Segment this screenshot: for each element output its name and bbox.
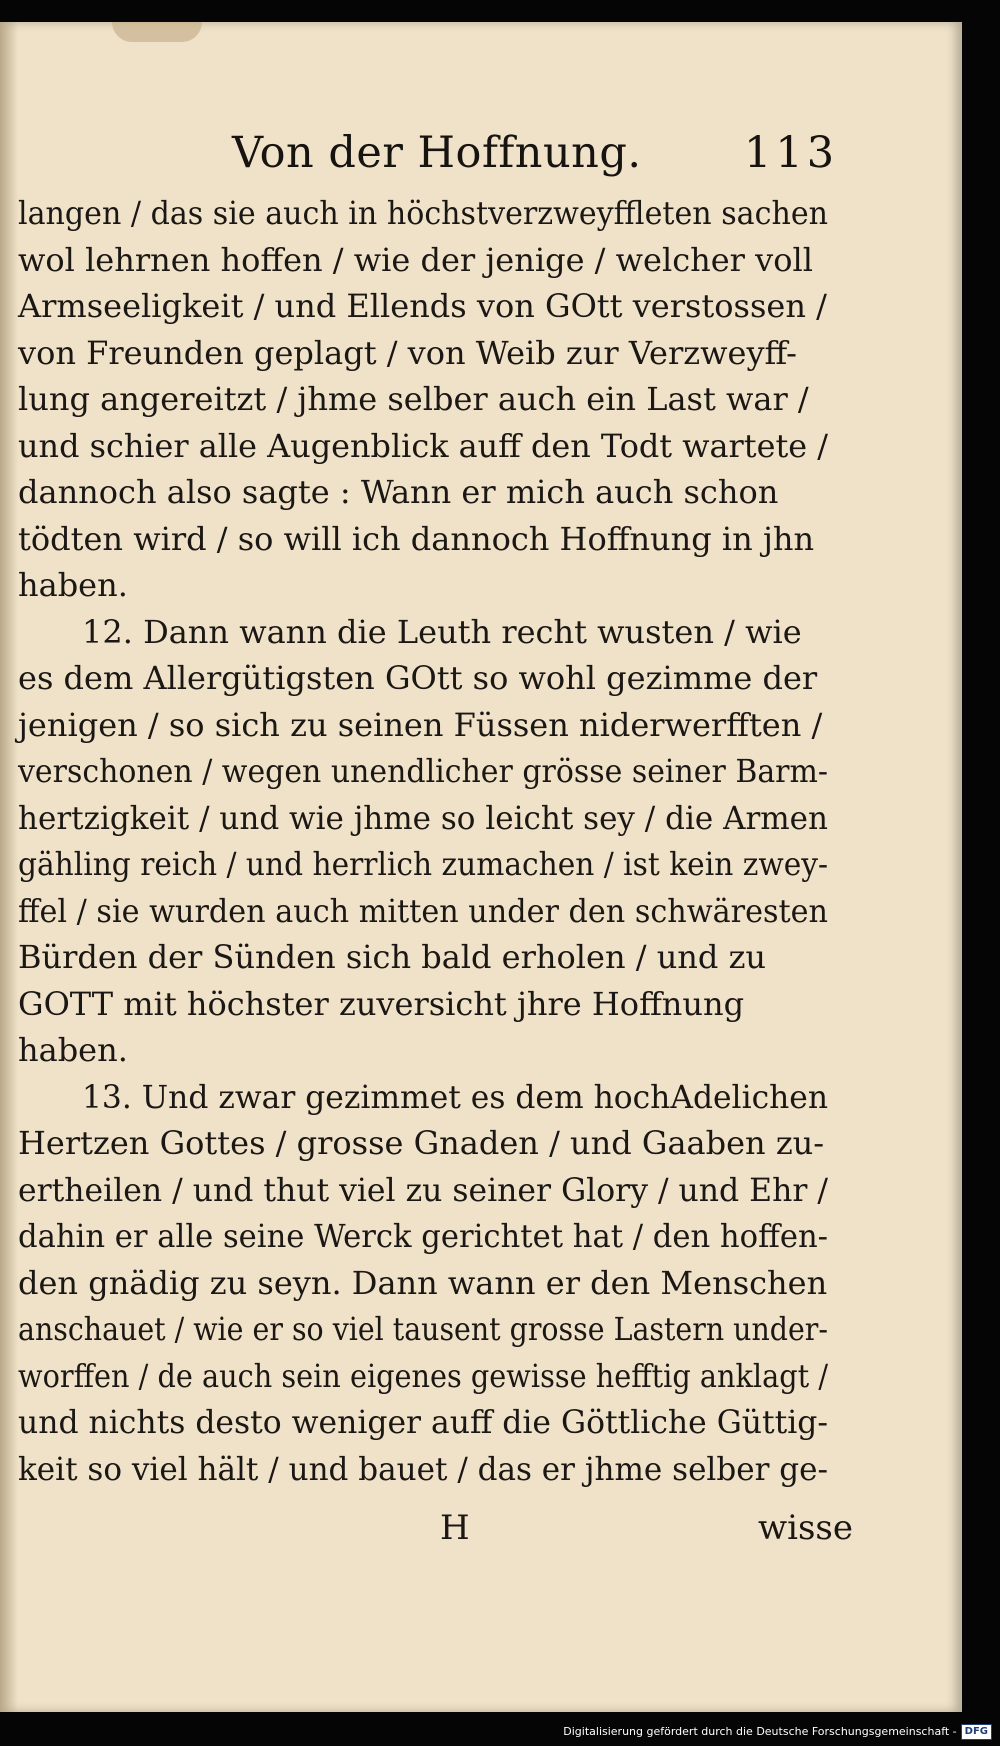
running-title: Von der Hoffnung. [232, 128, 642, 178]
text-line: haben. [18, 566, 128, 604]
text-line: wol lehrnen hoffen / wie der jenige / welcher voll [18, 240, 813, 279]
text-line: dahin er alle seine Werck gerichtet hat / den hoffen- [18, 1217, 828, 1255]
text-line: GOTT mit höchster zuversicht jhre Hoffnung [18, 984, 745, 1023]
page-footer [0, 1508, 962, 1558]
text-line: keit so viel hält / und bauet / das er jhme selber ge- [18, 1449, 828, 1488]
text-line: ertheilen / und thut viel zu seiner Glory / und Ehr / [18, 1170, 828, 1209]
text-line: verschonen / wegen unendlicher grösse seiner Barm- [18, 752, 828, 790]
text-line: haben. [18, 1031, 128, 1069]
paper-stain [112, 22, 202, 42]
page-header [0, 128, 962, 188]
paragraph-13-start: 13. Und zwar gezimmet es dem hochAdelichen [82, 1077, 828, 1116]
page-number: 113 [744, 128, 839, 178]
text-line: lung angereitzt / jhme selber auch ein Last war / [18, 380, 809, 418]
text-line: und schier alle Augenblick auff den Todt wartete / [18, 426, 828, 465]
digitization-credit [563, 1722, 992, 1742]
credit-text: Digitalisierung gefördert durch die Deutsche Forschungsgemeinschaft - [563, 1725, 957, 1738]
text-line: und nichts desto weniger auff die Göttliche Güttig- [18, 1403, 828, 1441]
text-line: Armseeligkeit / und Ellends von GOtt verstossen / [18, 287, 827, 325]
text-line: langen / das sie auch in höchstverzweyffleten sachen [18, 194, 828, 232]
signature-mark: H [440, 1508, 470, 1548]
text-line: es dem Allergütigsten GOtt so wohl gezimme der [18, 659, 818, 697]
page-gutter [0, 22, 18, 1712]
text-line: ffel / sie wurden auch mitten under den schwäresten [18, 891, 828, 930]
text-line: dannoch also sagte : Wann er mich auch schon [18, 473, 779, 511]
paragraph-12-start: 12. Dann wann die Leuth recht wusten / wie [82, 612, 802, 651]
text-line: worffen / de auch sein eigenes gewisse hefftig anklagt / [18, 1356, 828, 1395]
text-line: Hertzen Gottes / grosse Gnaden / und Gaaben zu- [18, 1124, 825, 1162]
catchword: wisse [758, 1508, 853, 1548]
text-line: den gnädig zu seyn. Dann wann er den Menschen [18, 1263, 828, 1302]
text-line: Bürden der Sünden sich bald erholen / und zu [18, 938, 767, 976]
text-line: von Freunden geplagt / von Weib zur Verzweyff- [18, 333, 797, 372]
text-line: jenigen / so sich zu seinen Füssen niderwerfften / [18, 705, 823, 744]
text-line: anschauet / wie er so viel tausent grosse Lastern under- [18, 1310, 828, 1348]
text-line: gähling reich / und herrlich zumachen / ist kein zwey- [18, 845, 828, 883]
body-text [18, 190, 828, 1492]
text-line: hertzigkeit / und wie jhme so leicht sey / die Armen [18, 798, 828, 837]
dfg-logo: DFG [961, 1724, 992, 1740]
text-line: tödten wird / so will ich dannoch Hoffnung in jhn [18, 519, 815, 558]
